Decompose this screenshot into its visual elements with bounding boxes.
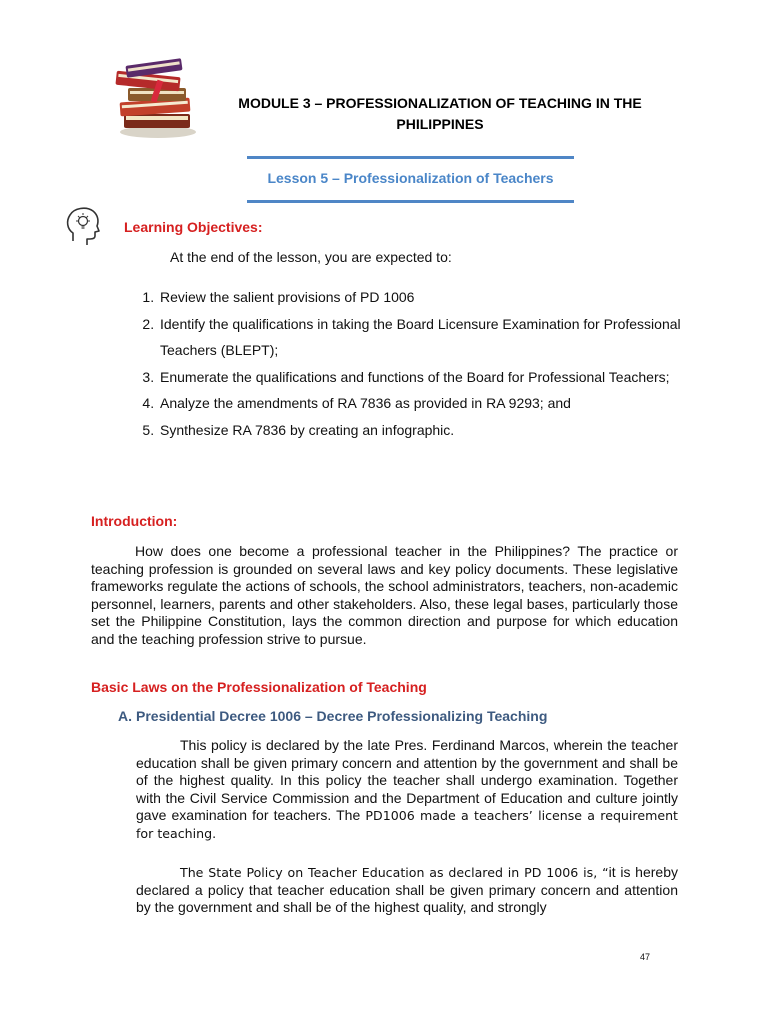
state-policy-paragraph xyxy=(136,864,678,917)
introduction-text: How does one become a professional teacher in the Philippines? The practice or teaching profession is grounded on several laws and key policy documents. These legislative frameworks regulate the actions of schools, the school administrators, teachers, non-academic personnel, learners, parents and other stakeholders. Also, these legal bases, particularly those set the Philippine Constitution, lays the common direction and purpose for which education and the teaching profession strive to pursue. xyxy=(91,543,678,647)
head-lightbulb-icon xyxy=(64,205,102,247)
objective-item: 5. Synthesize RA 7836 by creating an infographic. xyxy=(158,417,718,444)
introduction-heading: Introduction: xyxy=(91,513,178,529)
page-number: 47 xyxy=(640,952,651,962)
pd1006-text: This policy is declared by the late Pres. Ferdinand Marcos, wherein the teacher education shall be given primary concern and attention by the government and shall be of the highest quality. In this policy the teacher shall undergo examination. Together with the Civil Service Commission and the Department of Education and culture jointly gave examination for teachers. The xyxy=(136,737,678,824)
pd1006-license-text: PD1006 made a teachers’ license a requirement for teaching. xyxy=(136,808,678,841)
section-a-title: Presidential Decree 1006 – Decree Professionalizing Teaching xyxy=(136,708,548,724)
objectives-intro: At the end of the lesson, you are expected to: xyxy=(170,249,452,265)
lesson-title: Lesson 5 – Professionalization of Teachers xyxy=(267,170,554,186)
lesson-bottom-rule xyxy=(247,200,574,203)
section-a-heading xyxy=(118,708,547,724)
basic-laws-heading: Basic Laws on the Professionalization of Teaching xyxy=(91,679,427,695)
objective-item: 3. Enumerate the qualifications and functions of the Board for Professional Teachers; xyxy=(158,364,718,391)
pd1006-paragraph xyxy=(136,737,678,843)
lesson-top-rule xyxy=(247,156,574,159)
state-policy-lead: The State Policy on Teacher Education as declared in PD 1006 is, “ xyxy=(180,865,609,880)
state-policy-text: it is hereby declared a policy that teacher education shall be given primary concern and attention by the government and shall be of the highest quality, and strongly xyxy=(136,864,678,916)
objectives-list xyxy=(110,284,718,443)
section-a-letter: A. xyxy=(118,708,132,724)
learning-objectives-heading: Learning Objectives: xyxy=(124,219,263,235)
objective-item: 1. Review the salient provisions of PD 1006 xyxy=(158,284,718,311)
books-stack-icon xyxy=(110,58,200,140)
objective-item: 2. Identify the qualifications in taking the Board Licensure Examination for Professional Teachers (BLEPT); xyxy=(158,311,718,364)
objective-item: 4. Analyze the amendments of RA 7836 as provided in RA 9293; and xyxy=(158,390,718,417)
introduction-paragraph xyxy=(91,543,678,649)
module-title: MODULE 3 – PROFESSIONALIZATION OF TEACHING IN THE PHILIPPINES xyxy=(238,95,642,132)
